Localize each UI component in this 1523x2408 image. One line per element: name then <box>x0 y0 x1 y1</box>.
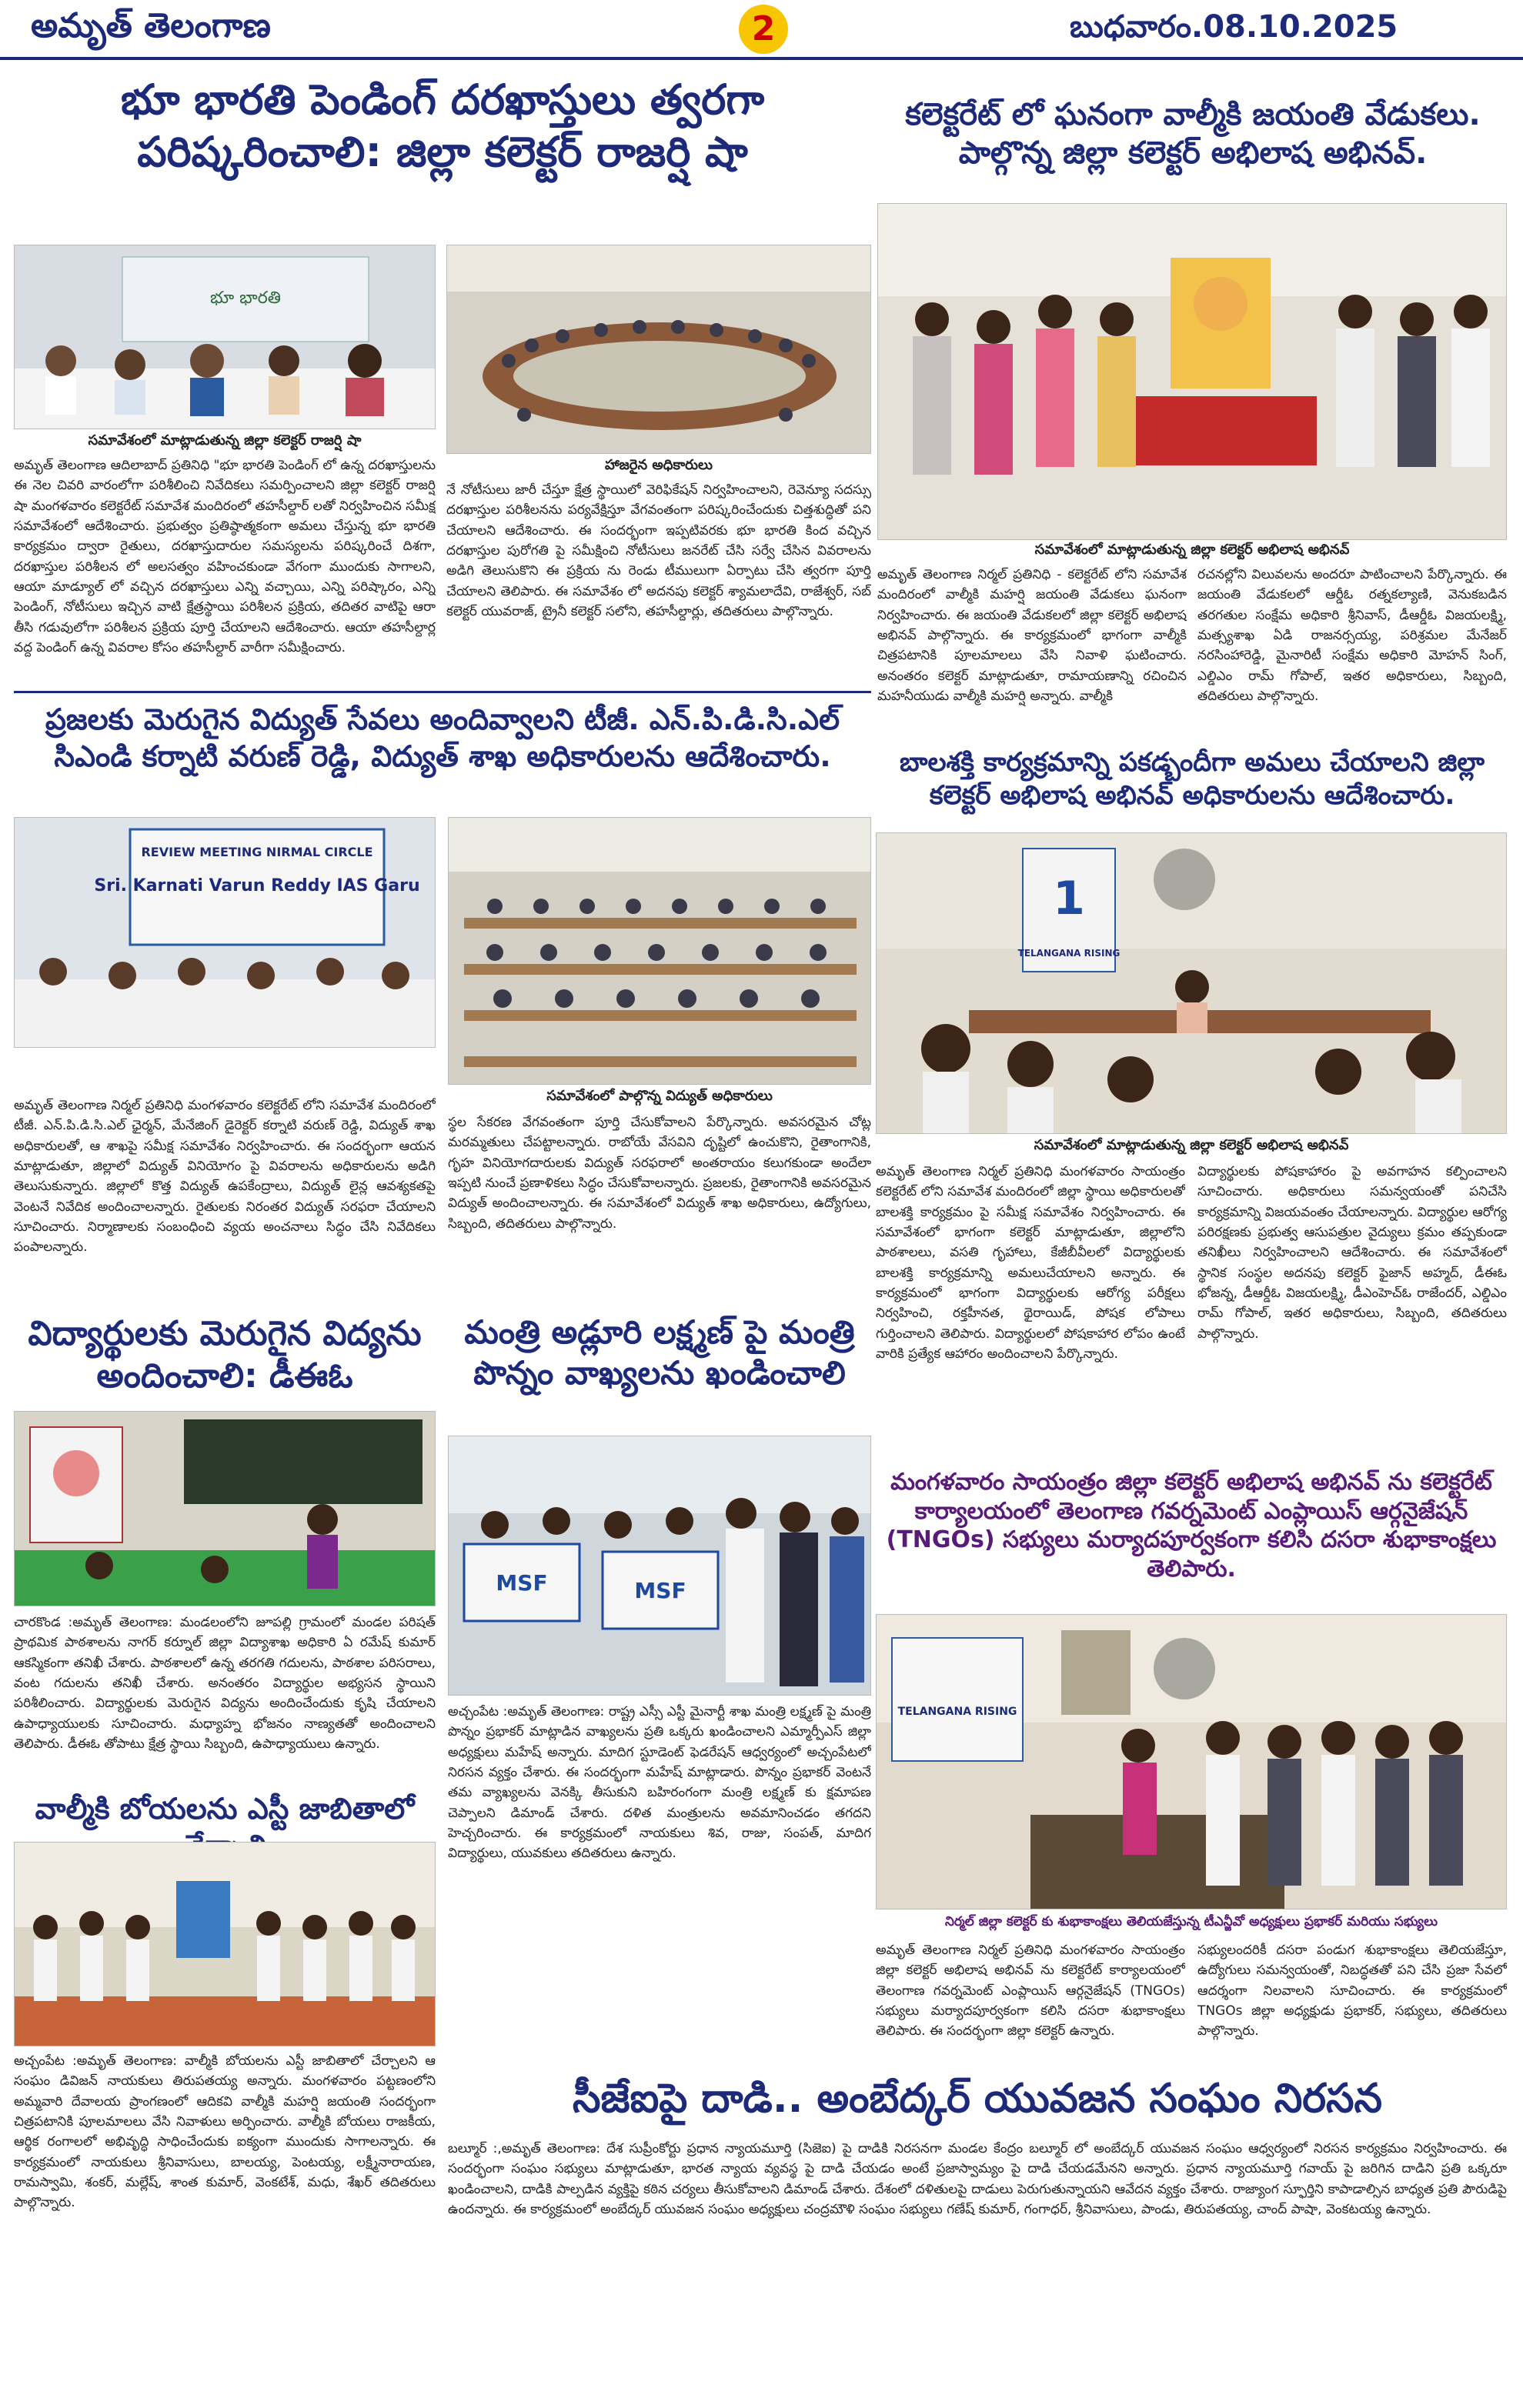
masthead-title: అమృత్ తెలంగాణ <box>31 6 271 45</box>
story3-photo1 <box>14 817 436 1048</box>
story7-body: అచ్చంపేట :అమృత్ తెలంగాణ: రాష్ట్ర ఎస్సీ ఎస్టీ మైనార్టీ శాఖ మంత్రి లక్ష్మణ్ పై మంత్రి పొన్నం ప్రభాకర్ మాట్లాడిన వాఖ్యలను ప్రతి ఒక్కరు ఖండించాలని ఎమ్మార్పీఎస్ జిల్లా అధ్యక్షులు మహేష్ అన్నారు. మాదిగ స్టూడెంట్ ఫెడరేషన్ ఆధ్వర్యంలో అచ్చంపేటలో నిరసన వ్యక్తం చేశారు. ఈ సందర్భంగా మహేష్ మాట్లాడారు. పొన్నం ప్రభాకర్ వెంటనే తమ వ్యాఖ్యలను వెనక్కి తీసుకుని బహిరంగంగా మంత్రి లక్ష్మణ్ కు క్షమాపణ చెప్పాలని డిమాండ్ చేశారు. దళిత మంత్రులను అవమానించడం తగదని హెచ్చరించారు. ఈ కార్యక్రమంలో నాయకులు శివ, రాజు, సంపత్, మాదిగ విద్యార్థులు, యువకులు తదితరులు ఉన్నారు. <box>448 1704 871 1862</box>
story4-banner: TELANGANA RISING <box>1017 948 1121 959</box>
story3-headline: ప్రజలకు మెరుగైన విద్యుత్ సేవలు అందివ్వాలని టీజీ. ఎన్.పి.డి.సి.ఎల్ సిఎండి కర్నాటి వరుణ్ రెడ్డి, విద్యుత్ శాఖ అధికారులను ఆదేశించారు. <box>45 702 840 773</box>
story2-body-left: అమృత్ తెలంగాణ నిర్మల్ ప్రతినిధి - కలెక్టరేట్ లోని సమావేశ మందిరంలో వాల్మీకి మహర్షి జయంతి వేడుకలు ఘనంగా నిర్వహించారు. ఈ జయంతి వేడుకలలో జిల్లా కలెక్టర్ అభిలాష అభినవ్ పాల్గొన్నారు. ఈ కార్యక్రమంలో భాగంగా వాల్మీకి చిత్రపటానికి పూలమాలలు వేసి నివాళి ఘటించారు. అనంతరం కలెక్టర్ మాట్లాడుతూ, రామాయణాన్ని రచించిన మహనీయుడు వాల్మీకి మహర్షి అన్నారు. వాల్మీకి <box>877 567 1187 705</box>
story3-banner-title: REVIEW MEETING NIRMAL CIRCLE <box>141 845 373 859</box>
story1-body-right: నే నోటీసులు జారీ చేస్తూ క్షేత్ర స్థాయిలో వెరిఫికేషన్ నిర్వహించాలని, రెవెన్యూ సదస్సు దరఖాస్తుల పరిశీలనను పర్యవేక్షిస్తూ వేగవంతంగా పరిష్కరించేందుకు చిత్తశుద్ధితో పని చేయాలని ఆదేశించారు. ఈ సందర్భంగా ఇప్పటివరకు భూ భారతి కింద వచ్చిన దరఖాస్తుల పురోగతి పై సమీక్షించి నోటీసులు జనరేట్ చేసి సర్వే చేసిన వివరాలను అడిగి తెలుసుకొని ఈ ప్రక్రియ ను రెండు టీములుగా ఏర్పాటు చేసి త్వరగా పూర్తి చేయాలని తెలిపారు. ఈ సమావేశం లో అదనపు కలెక్టర్ శ్యామలాదేవి, రాజేశ్వర్, సబ్ కలెక్టర్ యువరాజ్, ట్రైనీ కలెక్టర్ సలోని, తహసీల్దార్లు, తదితరులు పాల్గొన్నారు. <box>446 482 871 620</box>
story3-banner-name: Sri. Karnati Varun Reddy IAS Garu <box>94 876 420 895</box>
story1-caption1: సమావేశంలో మాట్లాడుతున్న జిల్లా కలెక్టర్ రాజర్షి షా <box>88 432 362 449</box>
story4-caption: సమావేశంలో మాట్లాడుతున్న జిల్లా కలెక్టర్ అభిలాష అభినవ్ <box>1034 1137 1349 1153</box>
story3-caption: సమావేశంలో పాల్గొన్న విద్యుత్ అధికారులు <box>546 1088 773 1104</box>
svg-text:భూ భారతి: భూ భారతి <box>209 288 282 308</box>
story3-body-left: అమృత్ తెలంగాణ నిర్మల్ ప్రతినిధి మంగళవారం కలెక్టరేట్ లోని సమావేశ మందిరంలో టీజీ. ఎన్.పి.డి.సి.ఎల్ ఛైర్మన్, మేనేజింగ్ డైరెక్టర్ కర్నాటి వరుణ్ రెడ్డి, విద్యుత్ శాఖ అధికారులతో, ఆ శాఖపై సమీక్ష సమావేశం నిర్వహించారు. ఈ సందర్భంగా ఆయన మాట్లాడుతూ, జిల్లాలో విద్యుత్ వినియోగం పై వివరాలను అధికారులను అడిగి తెలుసుకున్నారు. జిల్లాలో కొత్త విద్యుత్ ఉపకేంద్రాలు, విద్యుత్ లైన్ల ఆవశ్యకతపై వెంటనే నివేదిక అందించాలన్నారు. రైతులకు నిరంతర విద్యుత్ సరఫరా చేయాలని సూచించారు. నిర్మాణాలకు సంబంధించి వ్యయ అంచనాలు సిద్ధం చేసి నివేదికలు పంపాలన్నారు. <box>14 1098 436 1256</box>
story6-headline: వాల్మీకి బోయలను ఎస్టీ జాబితాలో <box>35 1792 415 1826</box>
story8-headline: మంగళవారం సాయంత్రం జిల్లా కలెక్టర్ అభిలాష అభినవ్ ను కలెక్టరేట్ కార్యాలయంలో తెలంగాణ గవర్నమెంట్ ఎంప్లాయిస్ ఆర్గనైజేషన్ (TNGOs) సభ్యులు మర్యాదపూర్వకంగా కలిసి దసరా శుభాకాంక్షలు తెలిపారు. <box>886 1469 1497 1583</box>
story3-photo2 <box>448 817 871 1085</box>
story1-headline: భూ భారతి పెండింగ్ దరఖాస్తులు త్వరగా పరిష్కరించాలి: జిల్లా కలెక్టర్ రాజర్షి షా <box>120 75 765 176</box>
story4-photo <box>876 832 1507 1134</box>
page-number: 2 <box>739 5 788 54</box>
story8-banner: TELANGANA RISING <box>897 1706 1017 1718</box>
story1-photo1 <box>14 245 436 429</box>
story1-caption2: హాజరైన అధికారులు <box>605 457 713 473</box>
story5-body: చారకొండ :అమృత్ తెలంగాణ: మండలంలోని జూపల్లి గ్రామంలో మండల పరిషత్ ప్రాథమిక పాఠశాలను నాగర్ కర్నూల్ జిల్లా విద్యాశాఖ అధికారి ఏ రమేష్ కుమార్ ఆకస్మికంగా తనిఖీ చేశారు. పాఠశాలలో ఉన్న తరగతి గదులను, పాఠశాల పరిసరాలు, వంట గదులను తనిఖీ చేశారు. అనంతరం విద్యార్థుల అభ్యసన స్థాయిని పరిశీలించారు. విద్యార్థులకు మెరుగైన విద్యను అందించేందుకు కృషి చేయాలని ఉపాధ్యాయులకు సూచించారు. మధ్యాహ్న భోజనం నాణ్యతతో అందించాలని తెలిపారు. డీఈఓ తోపాటు క్షేత్ర స్థాయి సిబ్బంది, ఉపాధ్యాయులు ఉన్నారు. <box>14 1615 436 1753</box>
story2-headline: కలెక్టరేట్ లో ఘనంగా వాల్మీకి జయంతి వేడుకలు. పాల్గొన్న జిల్లా కలెక్టర్ అభిలాష అభినవ్. <box>905 97 1481 171</box>
story6-photo <box>14 1842 436 2046</box>
masthead-date: బుధవారం.08.10.2025 <box>1070 9 1398 45</box>
divider <box>14 691 871 693</box>
story9-headline: సీజేఐపై దాడి.. అంబేద్కర్ యువజన సంఘం నిరసన <box>572 2076 1383 2122</box>
story1-body-left: అమృత్ తెలంగాణ ఆదిలాబాద్ ప్రతినిధి "భూ భారతి పెండింగ్ లో ఉన్న దరఖాస్తులను ఈ నెల చివరి వారంలోగా పరిశీలించి నివేదికలు సమర్పించాలని జిల్లా కలెక్టర్ రాజర్షి షా మంగళవారం కలెక్టరేట్ సమావేశ మందిరంలో తహసీల్దార్ లతో నిర్వహించిన సమీక్ష సమావేశంలో ఆదేశించారు. ప్రభుత్వం ప్రతిష్ఠాత్మకంగా అమలు చేస్తున్న భూ భారతి కార్యక్రమం ద్వారా రైతులు, దరఖాస్తుదారుల సమస్యలను పరిష్కరించే దిశగా, దరఖాస్తుల పరిశీలన లో అలసత్వం వహించకుండా వేగంగా ముందుకు సాగాలని, ఆయా మాడ్యూల్ లో వచ్చిన దరఖాస్తులు ఎన్ని వచ్చాయి, ఎన్ని పరిష్కారం, ఎన్ని పెండింగ్, నోటీసులు ఇచ్చిన వాటి క్షేత్రస్థాయి పరిశీలన ప్రక్రియ, తదితర వాటిపై ఆరా తీసి గడువులోగా పరిశీలన ప్రక్రియ పూర్తి చేయాలని ఆదేశించారు. ఆయా తహసీల్దార్ల వద్ద పెండింగ్ ఉన్న వివరాల కోసం తహసీల్దార్ వారీగా సమీక్షించారు. <box>14 458 436 656</box>
story5-photo <box>14 1411 436 1606</box>
story4-headline: బాలశక్తి కార్యక్రమాన్ని పకడ్బందీగా అమలు చేయాలని జిల్లా కలెక్టర్ అభిలాష అభినవ్ అధికారులను ఆదేశించారు. <box>900 747 1485 811</box>
story2-photo <box>877 203 1507 540</box>
story3-body-right: స్థల సేకరణ వేగవంతంగా పూర్తి చేసుకోవాలని పేర్కొన్నారు. అవసరమైన చోట్ల మరమ్మతులు చేపట్టాలన్నారు. రాబోయే వేసవిని దృష్టిలో ఉంచుకొని, రైతాంగానికి, గృహ వినియోగదారులకు విద్యుత్ సరఫరాలో అంతరాయం కలుగకుండా అందేలా ఇప్పటి నుంచే ప్రణాళికలు సిద్ధం చేసుకోవాలన్నారు. ప్రజలకు, రైతాంగానికి అవసరమైన విద్యుత్ అందించాలన్నారు. ఈ సమావేశంలో విద్యుత్ శాఖ అధికారులు, ఉద్యోగులు, సిబ్బంది, తదితరులు పాల్గొన్నారు. <box>448 1115 871 1232</box>
story9-body: బల్మూర్ :,అమృత్ తెలంగాణ: దేశ సుప్రీంకోర్టు ప్రధాన న్యాయమూర్తి (సిజెఐ) పై దాడికి నిరసనగా మండల కేంద్రం బల్మూర్ లో అంబేద్కర్ యువజన సంఘం ఆధ్వర్యంలో నిరసన కార్యక్రమం నిర్వహించారు. ఈ సందర్భంగా సంఘం సభ్యులు మాట్లాడుతూ, భారత న్యాయ వ్యవస్థ పై దాడి చేయడం అంటే ప్రజాస్వామ్యం పై దాడి చేయడమేనని అన్నారు. ప్రధాన న్యాయమూర్తి గవాయ్ పై జరిగిన దాడిని ప్రతి ఒక్కరూ ఖండించాలని, దాడికి పాల్పడిన వ్యక్తిపై కఠిన చర్యలు తీసుకోవాలని డిమాండ్ చేశారు. దేశంలో దళితులపై దాడులు పెరుగుతున్నాయని ఆవేదన వ్యక్తం చేశారు. రాజ్యాంగ స్ఫూర్తిని కాపాడాల్సిన బాధ్యత ప్రతి పౌరుడిపై ఉందన్నారు. ఈ కార్యక్రమంలో అంబేద్కర్ యువజన సంఘం అధ్యక్షులు చంద్రమౌళి సంఘం సభ్యులు గణేష్ కుమార్, గంగాధర్, శ్రీనివాసులు, పాండు, తిరుపతయ్య, చాంద్ పాషా, వెంకటయ్య ఉన్నారు. <box>448 2141 1507 2218</box>
svg-text:1: 1 <box>1053 872 1085 926</box>
story2-caption: సమావేశంలో మాట్లాడుతున్న జిల్లా కలెక్టర్ అభిలాష అభినవ్ <box>1034 542 1350 558</box>
story4-body-right: విద్యార్థులకు పోషకాహారం పై అవగాహన కల్పించాలని సూచించారు. అధికారులు సమన్వయంతో పనిచేసి కార్యక్రమాన్ని విజయవంతం చేయాలన్నారు. విద్యార్థుల ఆరోగ్య పరిరక్షణకు ప్రభుత్వ ఆసుపత్రుల వైద్యులు క్రమం తప్పకుండా తనిఖీలు నిర్వహించాలని ఆదేశించారు. ఈ సమావేశంలో స్థానిక సంస్థల అదనపు కలెక్టర్ ఫైజాన్ అహ్మద్, డీఈఓ భోజన్న, డీఆర్డీఓ విజయలక్ష్మి, డీఎంహెచ్ఓ రాజేందర్, ఎల్డిఎం రామ్ గోపాల్, ఇతర అధికారులు, సిబ్బంది, తదితరులు పాల్గొన్నారు. <box>1197 1164 1507 1342</box>
story4-body-left: అమృత్ తెలంగాణ నిర్మల్ ప్రతినిధి మంగళవారం సాయంత్రం కలెక్టరేట్ లోని సమావేశ మందిరంలో జిల్లా స్థాయి అధికారులతో బాలశక్తి కార్యక్రమం పై సమీక్ష సమావేశం నిర్వహించారు. ఈ సమావేశంలో భాగంగా కలెక్టర్ మాట్లాడుతూ, జిల్లాలోని పాఠశాలలు, వసతి గృహాలు, కేజీబీవీలలో విద్యార్థులకు బాలశక్తి కార్యక్రమాన్ని అమలుచేయాలని అన్నారు. ఈ కార్యక్రమంలో భాగంగా విద్యార్థులకు ఆరోగ్య పరీక్షలు నిర్వహించి, రక్తహీనత, థైరాయిడ్, పోషక లోపాలు గుర్తించాలని తెలిపారు. విద్యార్థులలో పోషకాహార లోపం ఉంటే వారికి ప్రత్యేక ఆహారం అందించాలని పేర్కొన్నారు. <box>876 1164 1185 1362</box>
story7-photo <box>448 1436 871 1696</box>
story5-headline: విద్యార్థులకు మెరుగైన విద్యను అందించాలి: డీఈఓ <box>28 1314 422 1396</box>
story8-photo <box>876 1614 1507 1909</box>
story8-caption: నిర్మల్ జిల్లా కలెక్టర్ కు శుభాకాంక్షలు తెలియజేస్తున్న టీఎన్జీవో అధ్యక్షులు ప్రభాకర్ మరియు సభ్యులు <box>944 1914 1438 1929</box>
story7-headline: మంత్రి అడ్లూరి లక్ష్మణ్ పై మంత్రి పొన్నం వాఖ్యలను ఖండించాలి <box>464 1313 855 1392</box>
story6-body: అచ్చంపేట :అమృత్ తెలంగాణ: వాల్మీకి బోయలను ఎస్టీ జాబితాలో చేర్చాలని ఆ సంఘం డివిజన్ నాయకులు తిరుపతయ్య అన్నారు. మంగళవారం పట్టణంలోని అమ్మవారి దేవాలయ ప్రాంగణంలో ఆదికవి వాల్మీకి మహర్షి జయంతి సందర్భంగా చిత్రపటానికి పూలమాలలు వేసి నివాళులు అర్పించారు. వాల్మీకి బోయలు రాజకీయ, ఆర్థిక రంగాలలో అభివృద్ధి సాధించేందుకు ఐక్యంగా ముందుకు సాగాలన్నారు. ఈ కార్యక్రమంలో నాయకులు శ్రీనివాసులు, బాలయ్య, పెంటయ్య, లక్ష్మీనారాయణ, రామస్వామి, శంకర్, మల్లేష్, శాంత కుమార్, వెంకటేశ్, మధు, శేఖర్ తదితరులు పాల్గొన్నారు. <box>14 2053 436 2211</box>
story1-photo2 <box>446 245 871 454</box>
story7-poster2: MSF <box>634 1578 686 1603</box>
story2-body-right: రచనల్లోని విలువలను అందరూ పాటించాలని పేర్కొన్నారు. ఈ జయంతి వేడుకలలో ఆర్డీఓ రత్నకల్యాణి, వెనుకబడిన తరగతుల సంక్షేమ అధికారి శ్రీనివాస్, డీఆర్డీఓ విజయలక్ష్మి, మత్స్యశాఖ ఏడి రాజనర్సయ్య, పరిశ్రమల మేనేజర్ నరసింహారెడ్డి, మైనారిటీ సంక్షేమ అధికారి మోహన్ సింగ్, ఎల్డిఎం రామ్ గోపాల్, ఇతర అధికారులు, సిబ్బంది, తదితరులు పాల్గొన్నారు. <box>1197 567 1507 705</box>
story7-poster1: MSF <box>496 1570 548 1596</box>
story8-body-left: అమృత్ తెలంగాణ నిర్మల్ ప్రతినిధి మంగళవారం సాయంత్రం జిల్లా కలెక్టర్ అభిలాష అభినవ్ ను కలెక్టరేట్ కార్యాలయంలో తెలంగాణ గవర్నమెంట్ ఎంప్లాయిస్ ఆర్గనైజేషన్ (TNGOs) సభ్యులు మర్యాదపూర్వకంగా కలిసి దసరా శుభాకాంక్షలు తెలిపారు. ఈ సందర్భంగా జిల్లా కలెక్టర్ ఉన్నారు. <box>876 1943 1185 2039</box>
story8-body-right: సభ్యులందరికీ దసరా పండుగ శుభాకాంక్షలు తెలియజేస్తూ, ఉద్యోగులు సమన్వయంతో, నిబద్ధతతో పని చేసి ప్రజా సేవలో ఆదర్శంగా నిలవాలని సూచించారు. ఈ కార్యక్రమంలో TNGOs జిల్లా అధ్యక్షుడు ప్రభాకర్, సభ్యులు, తదితరులు పాల్గొన్నారు. <box>1197 1943 1507 2039</box>
